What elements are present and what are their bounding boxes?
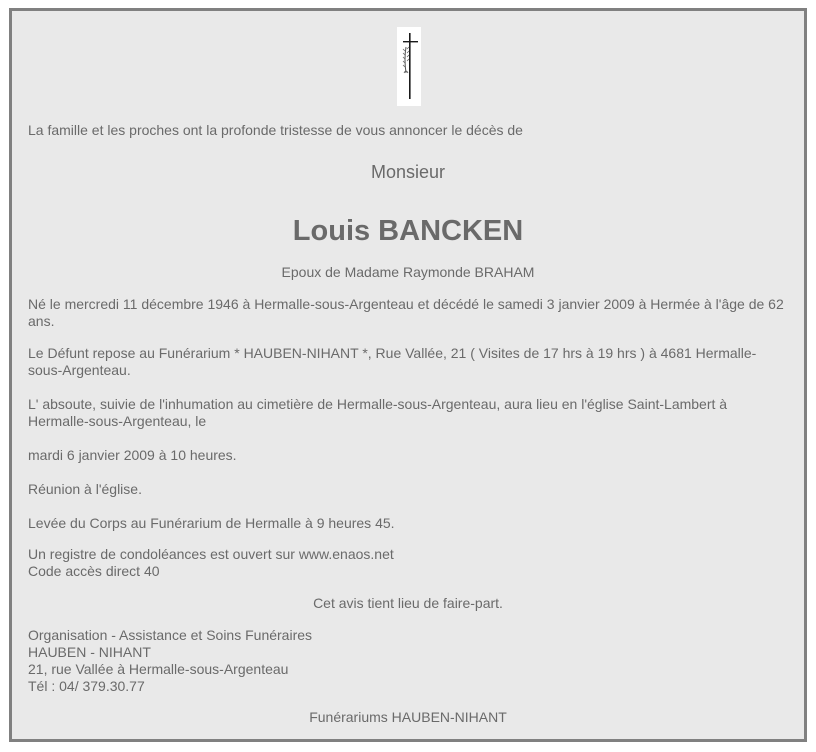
intro-text: La famille et les proches ont la profonde tristesse de vous annoncer le décès de [28, 122, 523, 138]
birth-death-text: Né le mercredi 11 décembre 1946 à Hermalle-sous-Argenteau et décédé le samedi 3 janvier 2009 à Hermée à l'âge de 62 ans. [28, 296, 784, 329]
spouse-text: Epoux de Madame Raymonde BRAHAM [281, 264, 535, 280]
ceremony-date: mardi 6 janvier 2009 à 10 heures. [28, 447, 237, 463]
rest-location-text: Le Défunt repose au Funérarium * HAUBEN-NIHANT *, Rue Vallée, 21 ( Visites de 17 hrs à 19 hrs ) à 4681 Hermalle-sous-Argenteau. [28, 345, 757, 378]
cross-with-wheat-icon [397, 27, 421, 106]
footer-signature: Funérariums HAUBEN-NIHANT [309, 709, 507, 725]
levee-text: Levée du Corps au Funérarium de Hermalle à 9 heures 45. [28, 515, 395, 531]
registry-line-1: Un registre de condoléances est ouvert sur www.enaos.net [28, 546, 394, 562]
registry-line-2: Code accès direct 40 [28, 563, 160, 579]
organisation-line-3: 21, rue Vallée à Hermalle-sous-Argenteau [28, 661, 289, 677]
ceremony-text: L' absoute, suivie de l'inhumation au cimetière de Hermalle-sous-Argenteau, aura lieu en l'église Saint-Lambert à Hermalle-sous-Argenteau, le [28, 396, 728, 429]
organisation-phone: Tél : 04/ 379.30.77 [28, 678, 145, 694]
obituary-notice [9, 8, 807, 742]
organisation-line-2: HAUBEN - NIHANT [28, 644, 151, 660]
organisation-line-1: Organisation - Assistance et Soins Funéraires [28, 627, 313, 643]
deceased-title: Monsieur [370, 162, 446, 182]
faire-part-text: Cet avis tient lieu de faire-part. [313, 595, 503, 611]
deceased-name: Louis BANCKEN [292, 215, 524, 247]
meeting-text: Réunion à l'église. [28, 481, 142, 497]
